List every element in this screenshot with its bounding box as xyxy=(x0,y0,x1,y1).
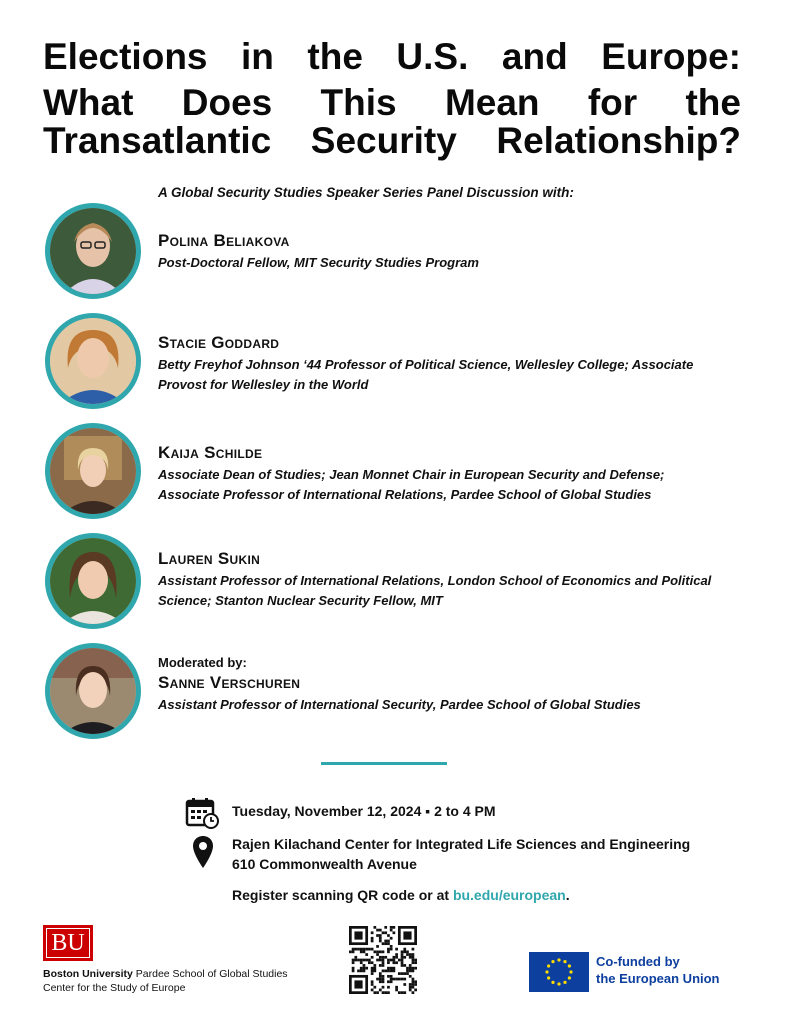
eu-line-1: Co-funded by xyxy=(596,954,680,969)
moderator-name: Sanne Verschuren xyxy=(158,673,301,692)
speaker-role: Associate Dean of Studies; Jean Monnet Chair in European Security and Defense; xyxy=(158,467,665,482)
speaker-card xyxy=(45,203,765,299)
bu-center: Center for the Study of Europe xyxy=(43,982,186,994)
eu-cofunded xyxy=(596,953,720,987)
event-title-line-2: What Does This Mean for the xyxy=(43,82,741,123)
speaker-name: Kaija Schilde xyxy=(158,443,263,462)
speaker-role-continued: Provost for Wellesley in the World xyxy=(158,377,369,392)
register-text: Register scanning QR code or at xyxy=(232,887,453,903)
speaker-role: Betty Freyhof Johnson ‘44 Professor of Political Science, Wellesley College; Associate xyxy=(158,357,694,372)
speaker-name: Polina Beliakova xyxy=(158,231,290,250)
venue-address: 610 Commonwealth Avenue xyxy=(232,856,417,872)
speaker-card xyxy=(45,313,765,409)
register-link[interactable]: bu.edu/european xyxy=(452,887,566,903)
moderator-card xyxy=(45,643,765,739)
speaker-card xyxy=(45,423,765,519)
speaker-photo xyxy=(45,313,141,409)
speaker-card xyxy=(45,533,765,629)
qr-code[interactable] xyxy=(349,926,417,994)
bu-name: Boston University xyxy=(43,968,133,980)
map-pin-icon xyxy=(192,835,214,874)
moderated-by-label: Moderated by: xyxy=(158,655,247,670)
speaker-photo xyxy=(45,533,141,629)
speaker-name: Stacie Goddard xyxy=(158,333,280,352)
speaker-role-continued: Science; Stanton Nuclear Security Fellow, MIT xyxy=(158,593,443,608)
bu-logo: BU xyxy=(43,925,93,961)
eu-line-2: the European Union xyxy=(596,971,720,986)
bu-school: Pardee School of Global Studies xyxy=(132,968,288,980)
moderator-photo xyxy=(45,643,141,739)
speaker-photo xyxy=(45,203,141,299)
speaker-photo xyxy=(45,423,141,519)
event-title-line-3: Transatlantic Security Relationship? xyxy=(43,120,741,161)
event-title-line-1: Elections in the U.S. and Europe: xyxy=(43,36,741,77)
event-venue xyxy=(232,834,690,874)
section-divider xyxy=(321,762,447,765)
venue-name: Rajen Kilachand Center for Integrated Life Sciences and Engineering xyxy=(232,836,691,852)
series-intro: A Global Security Studies Speaker Series Panel Discussion with: xyxy=(158,185,574,200)
speaker-role: Post-Doctoral Fellow, MIT Security Studies Program xyxy=(158,255,479,270)
bu-affiliation xyxy=(43,967,288,995)
calendar-clock-icon xyxy=(185,797,219,834)
register-line xyxy=(232,885,570,905)
speaker-name: Lauren Sukin xyxy=(158,549,261,568)
event-datetime: Tuesday, November 12, 2024 ▪ 2 to 4 PM xyxy=(232,803,496,819)
moderator-role: Assistant Professor of International Security, Pardee School of Global Studies xyxy=(158,697,641,712)
speaker-role: Assistant Professor of International Relations, London School of Economics and Political xyxy=(158,573,712,588)
eu-flag-icon xyxy=(529,952,589,992)
register-suffix: . xyxy=(565,887,570,903)
speaker-role-continued: Associate Professor of International Relations, Pardee School of Global Studies xyxy=(158,487,652,502)
